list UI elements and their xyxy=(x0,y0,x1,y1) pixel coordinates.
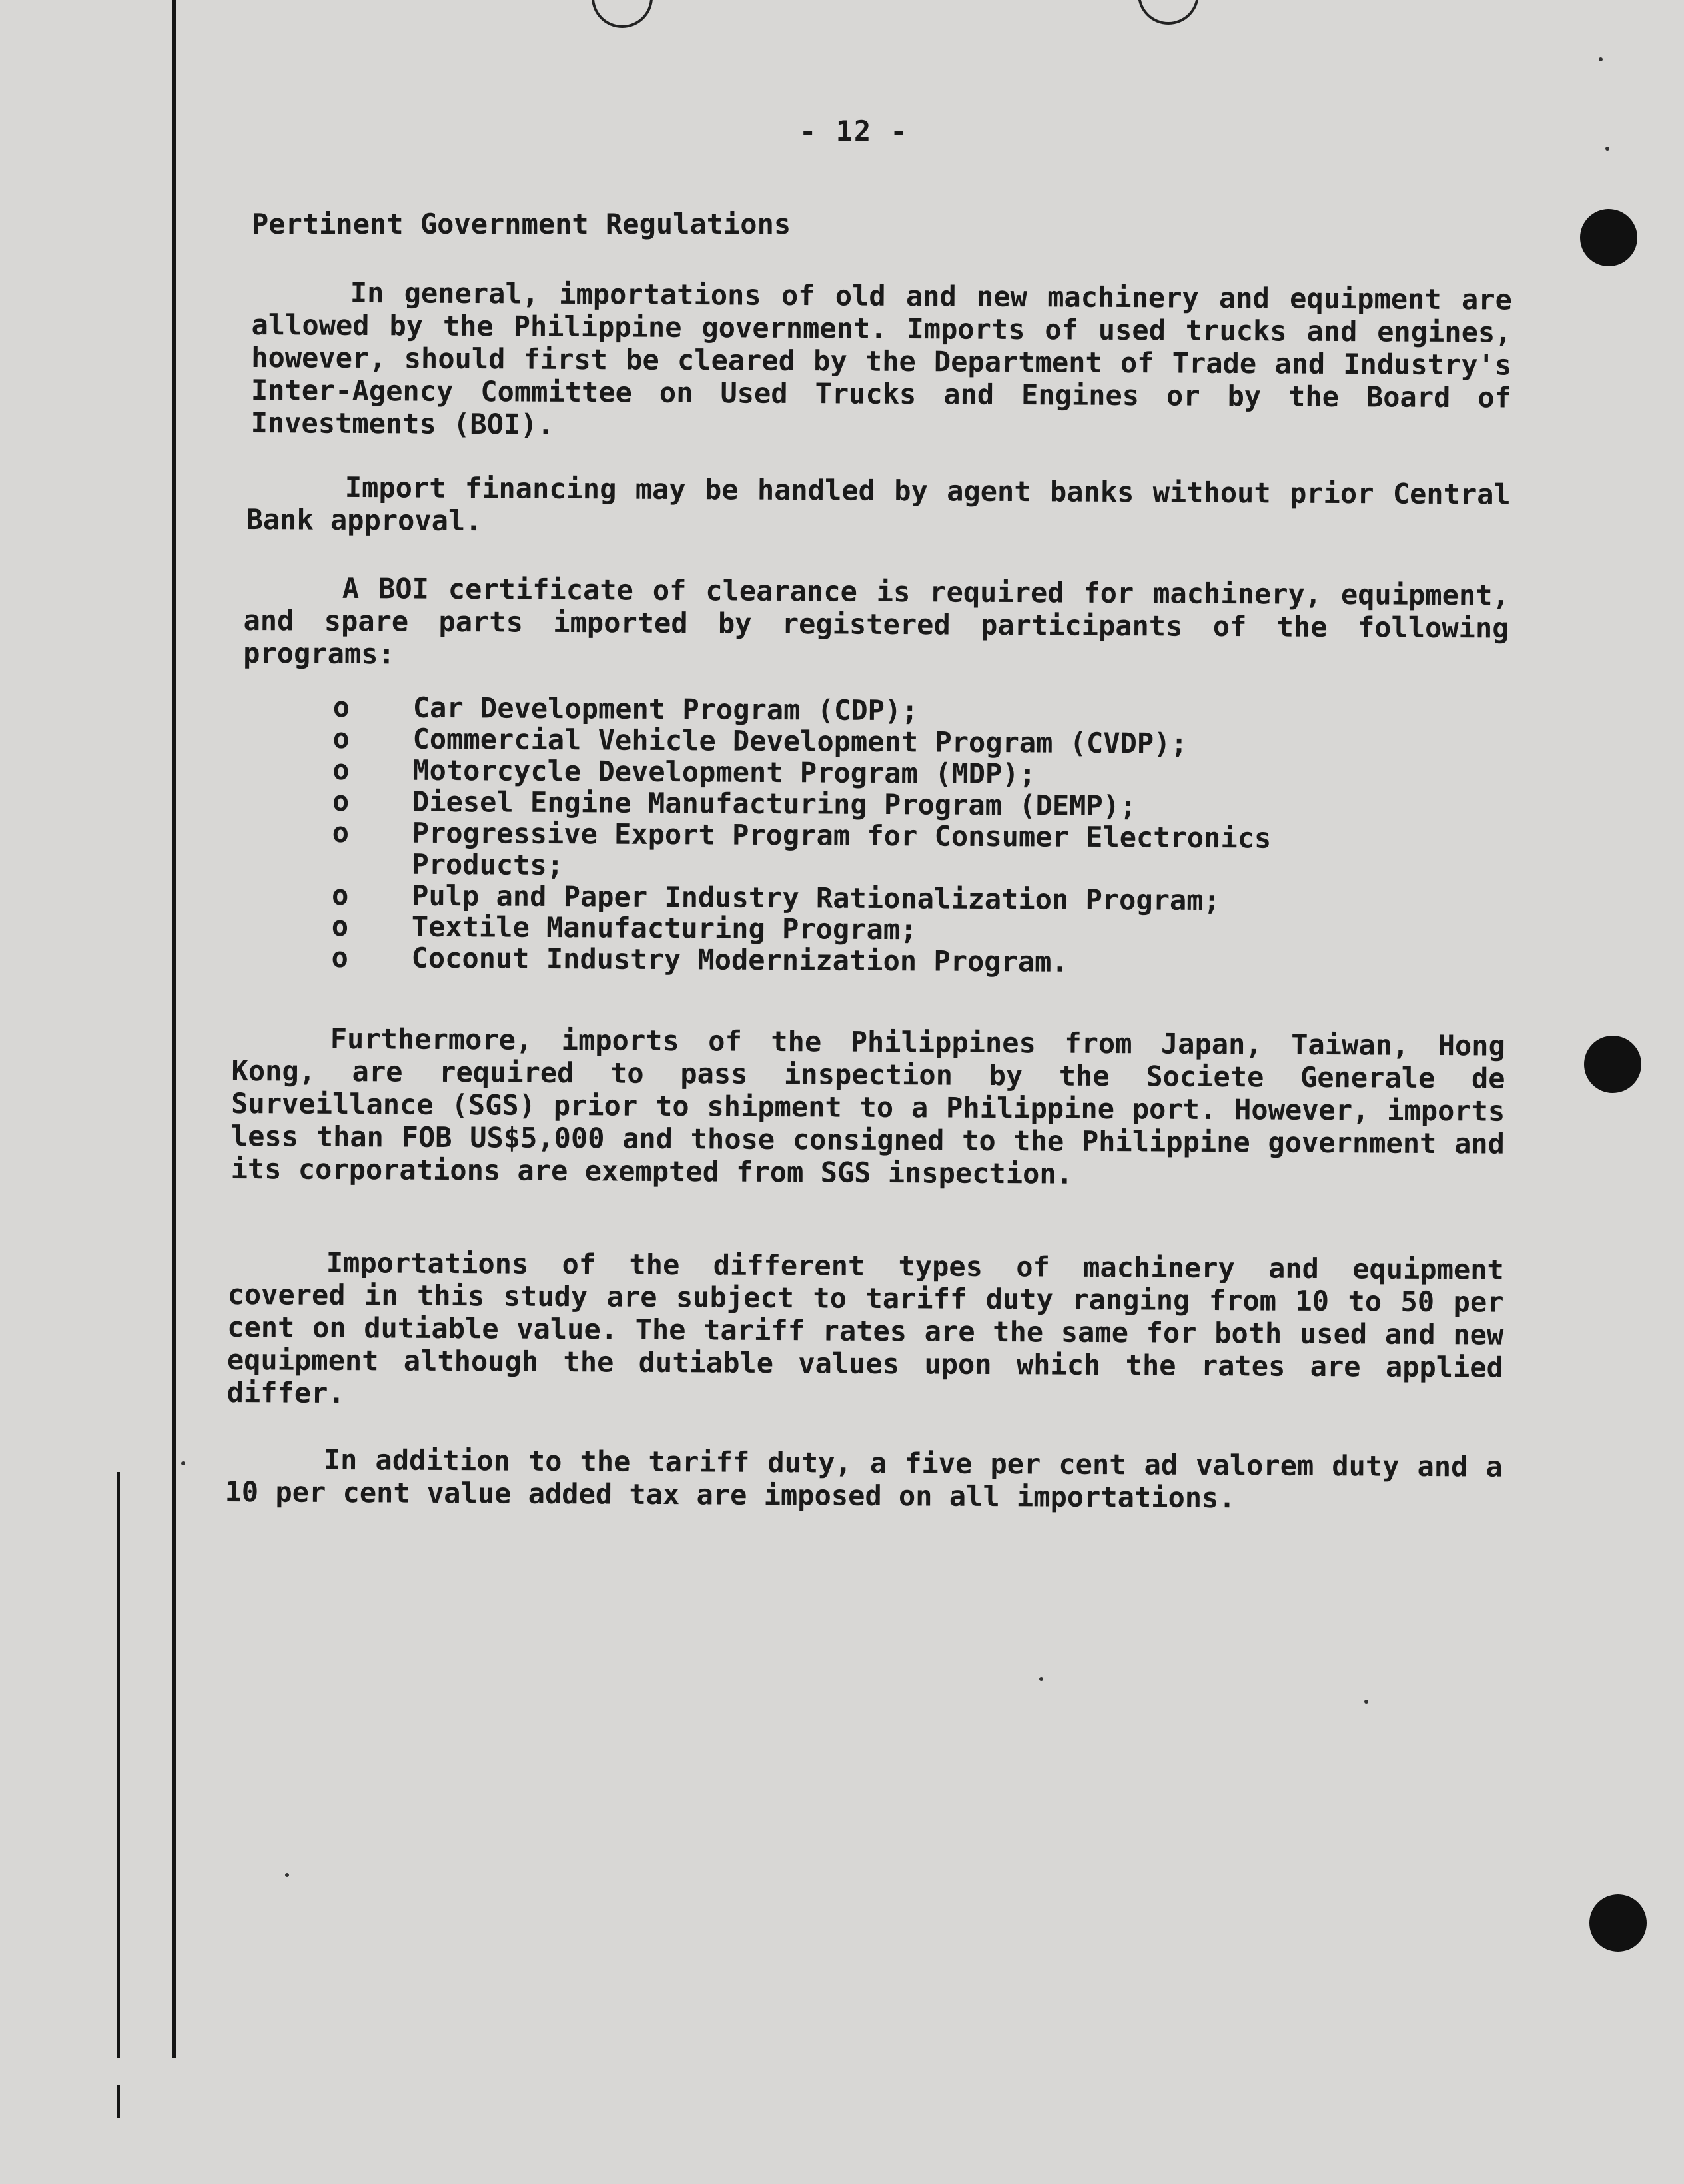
binder-ring-right-icon xyxy=(1138,0,1199,25)
scan-speck xyxy=(181,1461,185,1465)
bullet-icon: o xyxy=(332,784,350,818)
binder-margin-line xyxy=(172,0,176,2058)
paragraph-additional-duty xyxy=(224,1443,1503,1516)
binder-ring-left-icon xyxy=(592,0,653,28)
paragraph-boi-certificate xyxy=(243,571,1509,677)
list-item-text: Textile Manufacturing Program; xyxy=(411,910,917,946)
bullet-icon: o xyxy=(331,909,349,943)
bullet-icon: o xyxy=(332,815,350,849)
list-item-text: Commercial Vehicle Development Program (CVDP); xyxy=(412,722,1188,760)
paragraph-tariff-duty xyxy=(227,1246,1504,1417)
list-item-text: Pulp and Paper Industry Rationalization Program; xyxy=(411,879,1220,917)
paragraph-general-importations xyxy=(251,276,1512,447)
paragraph-import-financing xyxy=(246,470,1511,544)
bullet-icon: o xyxy=(332,721,350,755)
bullet-icon: o xyxy=(332,753,350,787)
binder-margin-line-lower xyxy=(117,1472,120,2058)
paragraph-indent xyxy=(246,496,345,497)
binder-margin-tick xyxy=(117,2085,120,2118)
list-item-text: Coconut Industry Modernization Program. xyxy=(411,941,1068,978)
punch-hole-top-icon xyxy=(1580,209,1637,266)
paragraph-text: Import financing may be handled by agent banks without prior Central Bank approval. xyxy=(246,470,1511,538)
scan-speck xyxy=(285,1873,289,1877)
section-heading: Pertinent Government Regulations xyxy=(252,208,791,240)
paragraph-text: A BOI certificate of clearance is required for machinery, equipment, and spare parts imported by registered participants of the following programs: xyxy=(243,571,1509,671)
list-item-text: Diesel Engine Manufacturing Program (DEMP); xyxy=(412,785,1137,823)
punch-hole-bottom-icon xyxy=(1589,1894,1647,1952)
paragraph-text: In addition to the tariff duty, a five per cent ad valorem duty and a 10 per cent value added tax are imposed on all importations. xyxy=(224,1443,1503,1515)
bullet-icon: o xyxy=(331,940,349,974)
list-item-text: Car Development Program (CDP); xyxy=(412,691,919,727)
page-number: - 12 - xyxy=(799,115,909,147)
list-item xyxy=(331,942,1424,980)
list-item-text: Progressive Export Program for Consumer Electronics Products; xyxy=(412,816,1272,882)
list-item-text: Motorcycle Development Program (MDP); xyxy=(412,753,1037,791)
bullet-icon: o xyxy=(331,878,349,912)
scan-speck xyxy=(1599,57,1603,61)
punch-hole-middle-icon xyxy=(1584,1036,1641,1093)
program-list xyxy=(331,691,1426,980)
paragraph-text: Importations of the different types of machinery and equipment covered in this study are subject to tariff duty ranging from 10 to 50 per cent on dutiable value. The tariff rates are the same for both used and new equipment although the dutiable values upon which the rates are applied differ. xyxy=(226,1246,1504,1410)
paragraph-text: In general, importations of old and new machinery and equipment are allowed by the Philippine government. Imports of used trucks and engines, however, should first be cleared by the Department of Trade and Industry's Inter-Agency Committee on Used Trucks and Engines or by the Board of Investments (BOI). xyxy=(250,276,1512,441)
list-item xyxy=(332,817,1425,886)
paragraph-sgs-inspection xyxy=(231,1022,1505,1193)
scan-speck xyxy=(1605,147,1609,151)
scan-speck xyxy=(1039,1677,1043,1681)
paragraph-text: Furthermore, imports of the Philippines from Japan, Taiwan, Hong Kong, are required to pass inspection by the Societe Generale de Surveillance (SGS) prior to shipment to a Philippine port. However, imports less than FOB US$5,000 and those consigned to the Philippine government and its corporations are exempted from SGS inspection. xyxy=(230,1022,1505,1190)
paragraph-indent xyxy=(244,597,342,598)
scan-speck xyxy=(1364,1700,1368,1704)
bullet-icon: o xyxy=(332,691,350,724)
